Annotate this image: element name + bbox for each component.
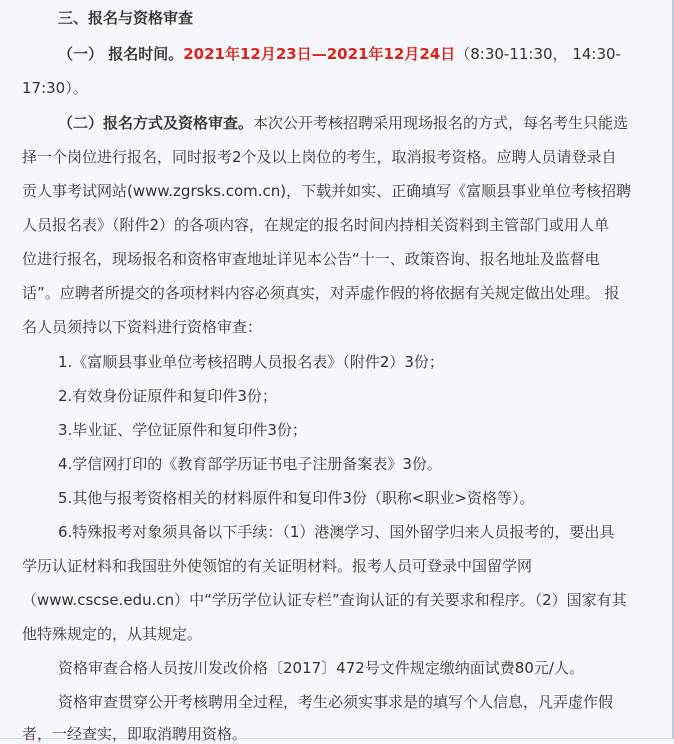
fee-paragraph: 资格审查合格人员按川发改价格〔2017〕472号文件规定缴纳面试费80元/人。 (58, 659, 584, 677)
method-text-1: 本次公开考核招聘采用现场报名的方式，每名考生只能选 (253, 114, 629, 132)
review-line-1: 资格审查贯穿公开考核聘用全过程，考生必须实事求是的填写个人信息，凡弄虚作假 (58, 693, 614, 711)
special-line-2: 学历认证材料和我国驻外使领馆的有关证明材料。报考人员可登录中国留学网 (22, 557, 533, 575)
special-line-4: 他特殊规定的，从其规定。 (22, 625, 203, 643)
section-heading: 三、报名与资格审查 (58, 9, 194, 27)
material-item-5: 5.其他与报考资格相关的材料原件和复印件3份（职称<职业>资格等）。 (58, 489, 535, 507)
review-line-2: 者，一经查实，即取消聘用资格。 (22, 725, 248, 743)
method-label: （二）报名方式及资格审查。 (58, 114, 254, 132)
registration-hours-cont: 17:30）。 (22, 79, 88, 97)
material-item-3: 3.毕业证、学位证原件和复印件3份； (58, 421, 307, 439)
registration-time-line (58, 44, 621, 64)
method-line-7: 名人员须持以下资料进行资格审查： (22, 318, 263, 336)
method-line-3: 贡人事考试网站(www.zgrsks.com.cn)，下载并如实、正确填写《富顺县事业单位考核招聘 (22, 182, 632, 200)
method-line-5: 位进行报名，现场报名和资格审查地址详见本公告“十一、政策咨询、报名地址及监督电 (22, 250, 600, 268)
registration-dates: 2021年12月23日—2021年12月24日 (183, 45, 456, 63)
method-line-1 (58, 113, 628, 133)
material-item-4: 4.学信网打印的《教育部学历证书电子注册备案表》3份。 (58, 455, 442, 473)
registration-hours: （8:30-11:30， 14:30- (455, 45, 621, 63)
registration-time-label: （一） 报名时间。 (58, 45, 184, 63)
method-line-4: 人员报名表》（附件2）的各项内容，在规定的报名时间内持相关资料到主管部门或用人单 (22, 216, 610, 234)
method-line-6: 话”。应聘者所提交的各项材料内容必须真实，对弄虚作假的将依据有关规定做出处理。 报 (22, 284, 620, 302)
material-item-1: 1.《富顺县事业单位考核招聘人员报名表》（附件2）3份； (58, 353, 444, 371)
material-item-2: 2.有效身份证原件和复印件3份； (58, 387, 277, 405)
special-line-3: （www.cscse.edu.cn）中“学历学位认证专栏”查询认证的有关要求和程序。（2）国家有其 (22, 591, 627, 609)
method-line-2: 择一个岗位进行报名，同时报考2个及以上岗位的考生，取消报考资格。应聘人员请登录自 (22, 148, 617, 166)
special-line-1: 6.特殊报考对象须具备以下手续：（1）港澳学习、国外留学归来人员报考的，要出具 (58, 523, 615, 541)
